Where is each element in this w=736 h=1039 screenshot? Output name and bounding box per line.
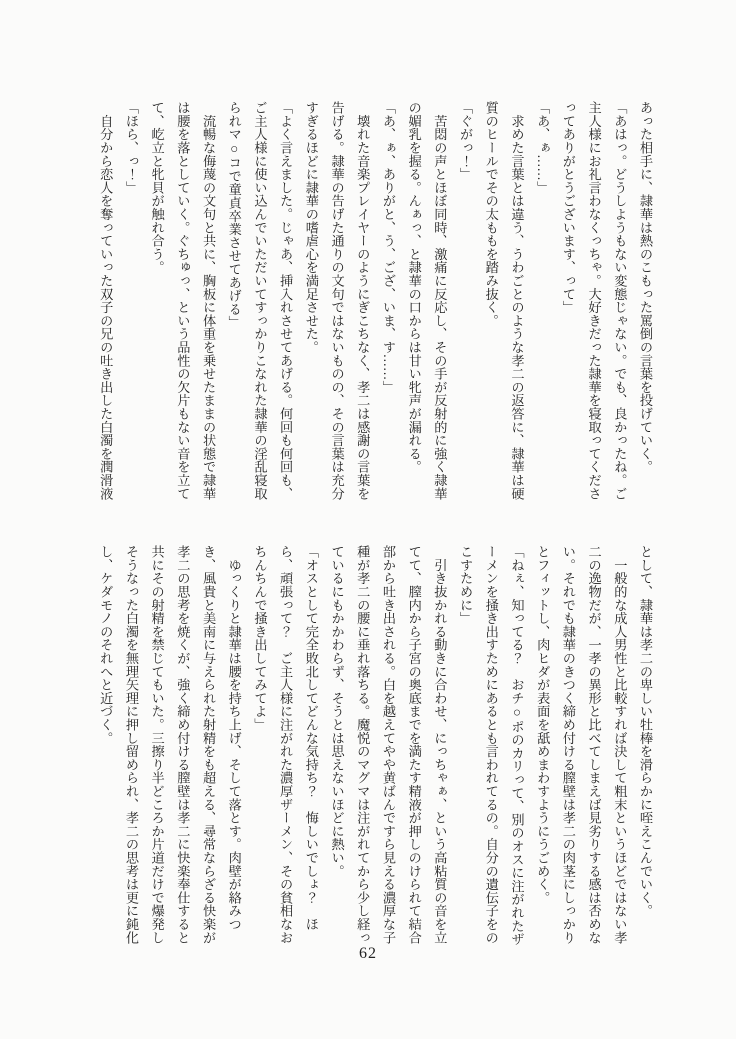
text-line: ゆっくりと隷華は腰を持ち上げ、そして落とす。肉壁が絡みつ — [226, 545, 242, 931]
text-line: すぎるほどに隷華の嗜虐心を満足させた。 — [303, 101, 319, 354]
text-block-top — [93, 101, 658, 503]
text-line: 共にその射精を禁じてもいた。三擦り半どころか片道だけで爆発し — [149, 545, 165, 944]
text-line: 部から吐き出される。白を越えてやや黄ばんですら見える濃厚な子 — [380, 545, 396, 944]
text-line: し、ケダモノのそれへと近づく。 — [98, 545, 114, 745]
text-line: てて、膣内から子宮の奥底までを満たす精液が押しのけられて結合 — [406, 545, 422, 944]
text-line: 「あはっ。どうしようもない変態じゃない。でも、良かったね。ご — [612, 101, 628, 500]
text-line: られマ○コで童貞卒業させてあげる」 — [226, 101, 242, 329]
text-line: て、屹立と牝貝が触れ合う。 — [149, 101, 165, 274]
text-block-bottom — [93, 545, 658, 947]
text-line: 苦悶の声とほぼ同時、激痛に反応し、その手が反射的に強く隷華 — [432, 101, 448, 500]
text-line: ーメンを掻き出すためにあるとも言われてるの。自分の遺伝子をの — [483, 545, 499, 944]
text-line: 「あ、ぁ、ありがと、う、ござ、いま、す……」 — [380, 101, 396, 394]
text-line: 「ねぇ、知ってる？ おチ○ポのカリって、別のオスに注がれたザ — [509, 545, 525, 946]
text-line: 自分から恋人を奪っていった双子の兄の吐き出した白濁を潤滑液 — [98, 101, 114, 500]
text-line: ってありがとうございます、って」 — [560, 101, 576, 314]
text-line: 壊れた音楽プレイヤーのようにぎこちなく、孝二は感謝の言葉を — [355, 101, 371, 500]
text-line: き、風貴と美南に与えられた射精をも超える、尋常ならざる快楽が — [201, 545, 217, 944]
text-line: 引き抜かれる動きに合わせ、にっちゃぁ、という高粘質の音を立 — [432, 545, 448, 944]
text-line: 「あ、ぁ……」 — [535, 101, 551, 195]
text-line: 告げる。隷華の告げた通りの文句ではないものの、その言葉は充分 — [329, 101, 345, 500]
text-line: 求めた言葉とは違う、うわごとのような孝二の返答に、隷華は硬 — [509, 101, 525, 500]
text-line: 主人様にお礼言わなくっちゃ。大好きだった隷華を寝取ってくださ — [586, 101, 602, 500]
text-line: 種が孝二の腰に垂れ落ちる。魔悦のマグマは注がれてから少し経っ — [355, 545, 371, 944]
text-line: 「よく言えました。じゃあ、挿入れさせてあげる。何回も何回も、 — [278, 101, 294, 500]
text-line: 一般的な成人男性と比較すれば決して粗末というほどではない孝 — [612, 545, 628, 944]
text-line: ら、頑張って？ ご主人様に注がれた濃厚ザーメン、その貧相なお — [278, 545, 294, 944]
text-line: 質のヒールでその太ももを踏み抜く。 — [483, 101, 499, 328]
text-line: とフィットし、肉ヒダが表面を舐めまわすようにうごめく。 — [535, 545, 551, 905]
text-line: として、隷華は孝二の卑しい牡棒を滑らかに咥えこんでいく。 — [638, 545, 653, 918]
text-line: そうなった白濁を無理矢理に押し留められ、孝二の思考は更に鈍化 — [123, 545, 139, 944]
text-line: あった相手に、隷華は熱のこもった罵倒の言葉を投げていく。 — [638, 101, 653, 474]
text-line: 流暢な侮蔑の文句と共に、胸板に体重を乗せたままの状態で隷華 — [201, 101, 217, 500]
text-line: 「ぐがっ！」 — [458, 101, 474, 181]
text-line: は腰を落としていく。ぐちゅっ、という品性の欠片もない音を立て — [175, 101, 191, 500]
text-line: 「オスとして完全敗北してどんな気持ち？ 悔しいでしょ？ ほ — [303, 545, 319, 931]
page-number: 62 — [359, 945, 377, 962]
text-line: こすために」 — [458, 545, 474, 625]
text-line: 二の逸物だが、一孝の異形と比べてしまえば見劣りする感は否めな — [586, 545, 602, 944]
text-line: ているにもかかわらず、そうとは思えないほどに熱い。 — [329, 545, 345, 878]
text-line: 孝二の思考を焼くが、強く締め付ける膣壁は孝二に快楽奉仕すると — [175, 545, 191, 944]
text-line: ご主人様に使い込んでいただいてすっかりこなれた隷華の淫乱寝取 — [252, 101, 268, 500]
text-line: 「ほら、っ！」 — [123, 101, 139, 195]
text-line: ちんちんで掻き出してみてよ」 — [252, 545, 268, 732]
text-line: の媚乳を握る。んぁっ、と隷華の口からは甘い牝声が漏れる。 — [406, 101, 422, 474]
text-line: い。それでも隷華のきつく締め付ける膣壁は孝二の肉茎にしっかり — [560, 545, 576, 944]
